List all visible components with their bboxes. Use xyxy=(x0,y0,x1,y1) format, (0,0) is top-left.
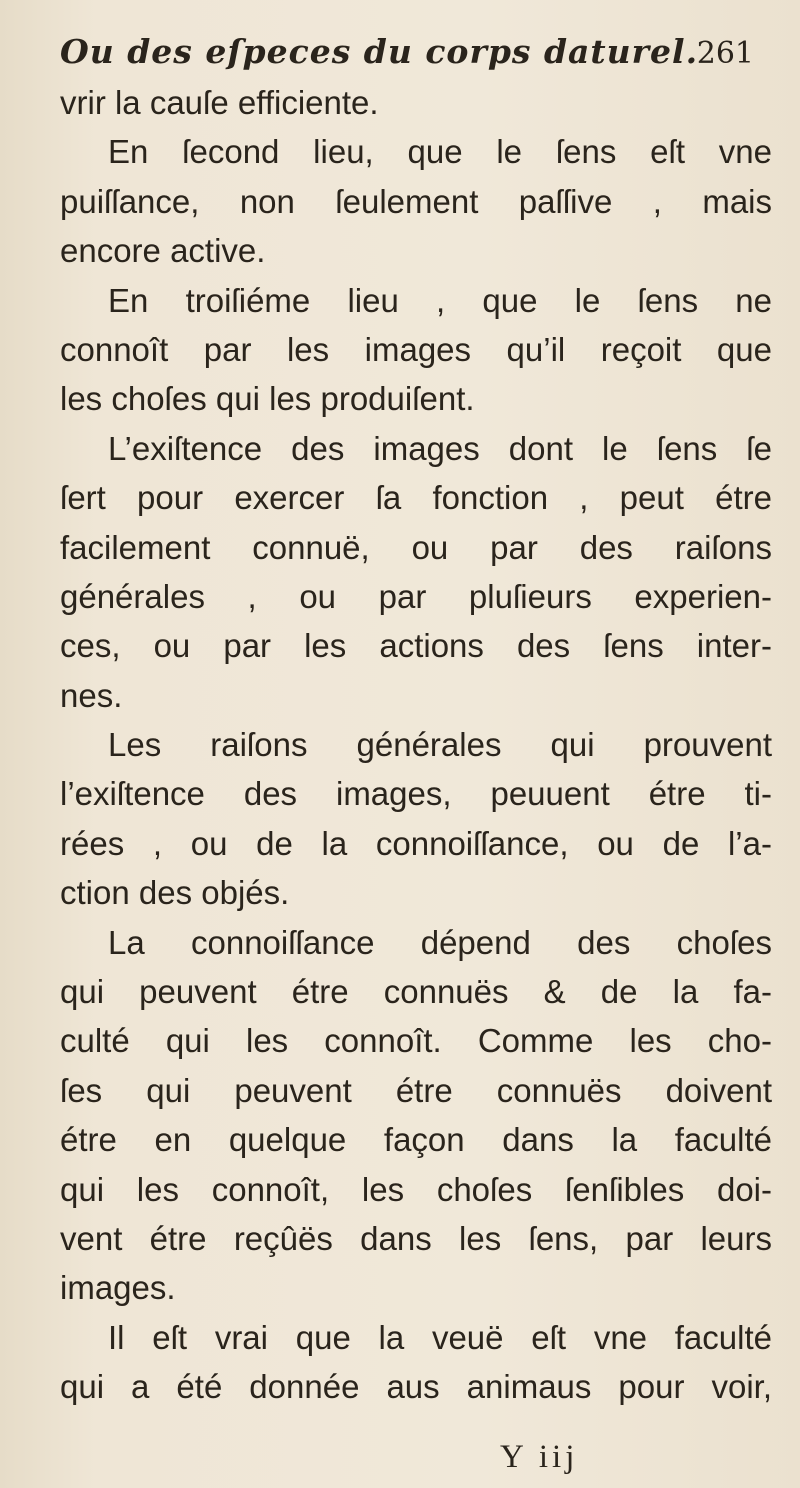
page-number: 261 xyxy=(696,36,754,71)
text-line: facilement connuë, ou par des raiſons xyxy=(60,528,772,566)
running-head xyxy=(60,28,760,80)
text-line: L’exiſtence des images dont le ſens ſe xyxy=(108,429,772,467)
text-line: ces, ou par les actions des ſens inter- xyxy=(60,627,772,665)
text-line: En ſecond lieu, que le ſens eſt vne xyxy=(108,133,772,171)
text-line: culté qui les connoît. Comme les cho- xyxy=(60,1022,772,1060)
text-line: Il eſt vrai que la veuë eſt vne faculté xyxy=(108,1318,772,1356)
text-line: rées , ou de la connoiſſance, ou de l’a- xyxy=(60,824,772,862)
signature-mark: Y iij xyxy=(500,1439,579,1475)
text-line: l’exiſtence des images, peuuent étre ti- xyxy=(60,775,772,813)
text-line: qui a été donnée aus animaus pour voir, xyxy=(60,1368,772,1406)
text-line: vrir la cauſe efficiente. xyxy=(60,84,379,121)
text-line: images. xyxy=(60,1269,176,1307)
text-line: En troiſiéme lieu , que le ſens ne xyxy=(108,281,772,319)
text-line: ſert pour exercer ſa fonction , peut étre xyxy=(60,479,772,517)
text-line: encore active. xyxy=(60,232,266,270)
text-line: qui peuvent étre connuës & de la fa- xyxy=(60,973,772,1011)
text-line: qui les connoît, les choſes ſenſibles doi- xyxy=(60,1170,772,1208)
text-line: générales , ou par pluſieurs experien- xyxy=(60,577,772,615)
text-line: les choſes qui les produiſent. xyxy=(60,380,475,418)
text-line: vent étre reçûës dans les ſens, par leurs xyxy=(60,1219,772,1257)
text-line: ction des objés. xyxy=(60,874,290,912)
text-line: étre en quelque façon dans la faculté xyxy=(60,1121,772,1159)
text-line: connoît par les images qu’il reçoit que xyxy=(60,330,772,368)
body-text xyxy=(60,78,772,1412)
text-line: ſes qui peuvent étre connuës doivent xyxy=(60,1071,772,1109)
text-line: nes. xyxy=(60,676,123,714)
running-title: Ou des eſpeces du corps daturel. xyxy=(60,32,699,71)
text-line: Les raiſons générales qui prouvent xyxy=(108,726,772,764)
text-line: puiſſance, non ſeulement paſſive , mais xyxy=(60,182,772,220)
text-line: La connoiſſance dépend des choſes xyxy=(108,923,772,961)
